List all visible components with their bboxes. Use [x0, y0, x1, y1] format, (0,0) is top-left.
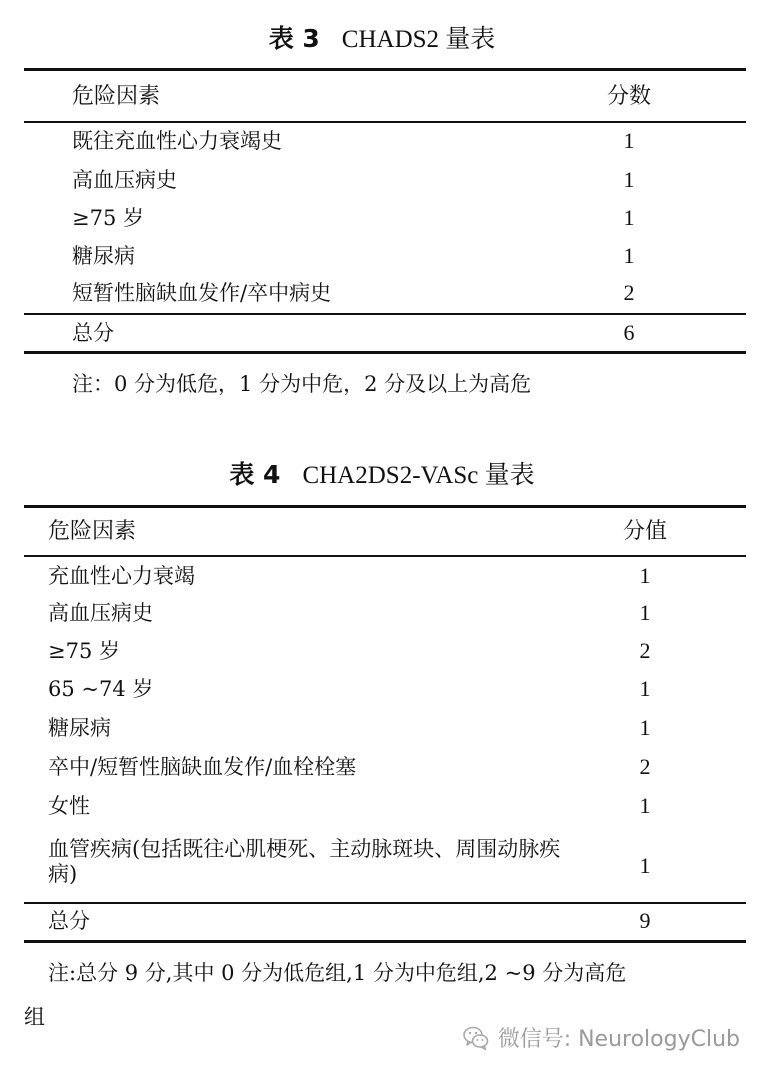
risk-score: 1	[623, 128, 635, 153]
wechat-icon	[462, 1024, 490, 1052]
table-3-number: 表 3	[268, 24, 320, 53]
table-3-note: 注：0 分为低危，1 分为中危，2 分及以上为高危	[72, 372, 532, 396]
table-row	[24, 594, 746, 632]
risk-factor: 高血压病史	[48, 601, 153, 625]
table-row	[24, 834, 746, 898]
risk-score: 1	[639, 715, 651, 740]
table-row	[24, 787, 746, 825]
table-3-header-row	[24, 78, 746, 116]
risk-score: 2	[639, 638, 651, 663]
table-4-note-line2: 组	[24, 1005, 45, 1029]
table-3-caption	[0, 24, 764, 55]
table-row	[24, 557, 746, 595]
table-row	[24, 748, 746, 786]
table-3-header-score: 分数	[606, 84, 651, 109]
table-3-name: CHADS2 量表	[341, 26, 496, 53]
risk-score: 1	[623, 243, 635, 268]
table-4-header-row	[24, 513, 746, 551]
wechat-watermark	[462, 1022, 740, 1053]
table-4-note-line1: 注:总分 9 分,其中 0 分为低危组,1 分为中危组,2 ~9 分为高危	[48, 961, 627, 985]
risk-factor: 糖尿病	[72, 244, 135, 268]
risk-score: 2	[623, 280, 635, 305]
table-3-header-factor: 危险因素	[72, 84, 161, 109]
table-4-name: CHA2DS2-VASc 量表	[302, 462, 535, 489]
table-4-number: 表 4	[229, 460, 281, 489]
risk-factor: 65 ~74 岁	[48, 677, 154, 701]
total-label: 总分	[48, 909, 90, 933]
risk-factor: 既往充血性心力衰竭史	[72, 129, 282, 153]
table-4-header-score: 分值	[622, 519, 667, 544]
watermark-text: 微信号: NeurologyClub	[497, 1027, 740, 1052]
table-3-top-rule	[24, 68, 746, 71]
risk-score: 1	[623, 167, 635, 192]
total-score: 6	[623, 320, 635, 345]
risk-score: 1	[623, 205, 635, 230]
risk-factor: 糖尿病	[48, 716, 111, 740]
table-row	[24, 122, 746, 160]
table-4-top-rule	[24, 505, 746, 508]
table-row	[24, 199, 746, 237]
risk-score: 1	[639, 676, 651, 701]
total-score: 9	[639, 908, 651, 933]
table-4-caption	[0, 460, 764, 491]
table-4-total-row	[24, 902, 746, 940]
table-row	[24, 237, 746, 275]
risk-factor: 高血压病史	[72, 168, 177, 192]
table-3-total-row	[24, 314, 746, 352]
table-row	[24, 670, 746, 708]
risk-score: 1	[639, 563, 651, 588]
table-row	[24, 161, 746, 199]
table-4-bottom-rule	[24, 940, 746, 943]
table-row	[24, 632, 746, 670]
risk-factor: ≥75 岁	[72, 206, 144, 230]
risk-score: 2	[639, 754, 651, 779]
risk-factor: ≥75 岁	[48, 639, 120, 663]
risk-score: 1	[639, 853, 651, 878]
risk-factor: 卒中/短暂性脑缺血发作/血栓栓塞	[48, 755, 357, 779]
total-label: 总分	[72, 321, 114, 345]
risk-factor: 充血性心力衰竭	[48, 564, 195, 588]
risk-score: 1	[639, 600, 651, 625]
table-row	[24, 709, 746, 747]
risk-factor: 短暂性脑缺血发作/卒中病史	[72, 281, 332, 305]
risk-score: 1	[639, 793, 651, 818]
table-4-header-factor: 危险因素	[48, 519, 137, 544]
risk-factor: 血管疾病(包括既往心肌梗死、主动脉斑块、周围动脉疾病)	[48, 837, 561, 886]
table-row	[24, 274, 746, 312]
table-3-bottom-rule	[24, 351, 746, 354]
risk-factor: 女性	[48, 794, 90, 818]
